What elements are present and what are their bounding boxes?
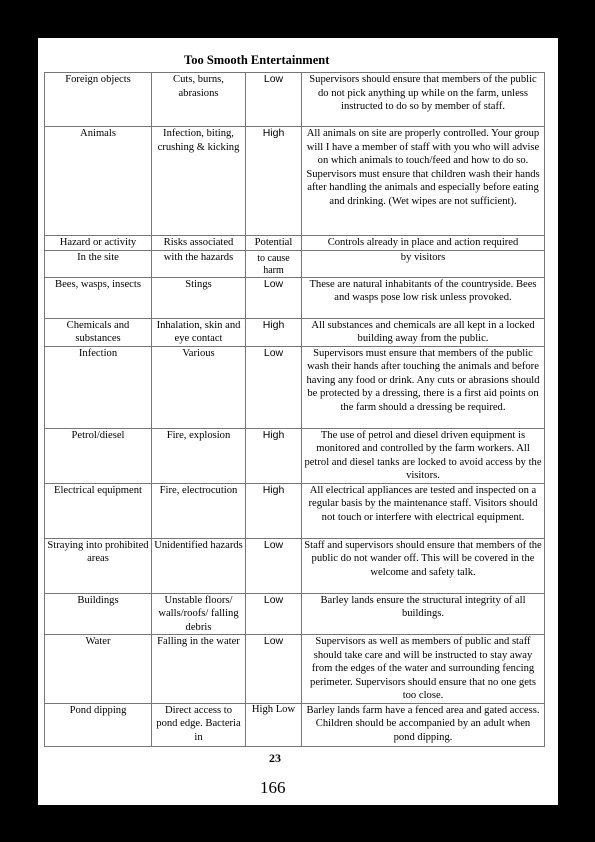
header-risks-cont: with the hazards	[152, 250, 246, 277]
header-risks: Risks associated	[152, 236, 246, 251]
level-cell: Low	[246, 538, 302, 593]
controls-cell: All substances and chemicals are all kept in a locked building away from the public.	[302, 318, 545, 346]
risk-cell: Cuts, burns, abrasions	[152, 73, 246, 127]
risk-cell: Inhalation, skin and eye contact	[152, 318, 246, 346]
controls-cell: Supervisors as well as members of public and staff should take care and will be instructed to stay away from the edges of the water and surrounding fencing perimeter. Supervisors should ensure that no one gets too close.	[302, 635, 545, 704]
level-cell: Low	[246, 73, 302, 127]
risk-cell: Unidentified hazards	[152, 538, 246, 593]
header-controls-cont: by visitors	[302, 250, 545, 277]
level-cell: Low	[246, 635, 302, 704]
level-cell: High	[246, 127, 302, 236]
controls-cell: All animals on site are properly controlled. Your group will I have a member of staff with you who will advise on which animals to touch/feed and how to do so. Supervisors must ensure that children wash their hands after handling the animals and especially before eating and drinking. (Wet wipes are not sufficient).	[302, 127, 545, 236]
table-row	[45, 73, 545, 127]
controls-cell: The use of petrol and diesel driven equipment is monitored and controlled by the farm workers. All petrol and diesel tanks are locked to avoid access by the visitors.	[302, 428, 545, 483]
table-row	[45, 346, 545, 428]
header-hazard: Hazard or activity	[45, 236, 152, 251]
hazard-cell: Straying into prohibited areas	[45, 538, 152, 593]
risk-cell: Direct access to pond edge. Bacteria in	[152, 703, 246, 746]
level-cell: High Low	[246, 703, 302, 746]
table-row	[45, 703, 545, 746]
table-header-row	[45, 250, 545, 277]
controls-cell: Barley lands farm have a fenced area and gated access. Children should be accompanied by an adult when pond dipping.	[302, 703, 545, 746]
table-row	[45, 538, 545, 593]
risk-cell: Fire, explosion	[152, 428, 246, 483]
level-cell: High	[246, 318, 302, 346]
controls-cell: All electrical appliances are tested and inspected on a regular basis by the maintenance staff. Visitors should not touch or interfere with electrical equipment.	[302, 483, 545, 538]
risk-cell: Various	[152, 346, 246, 428]
hazard-cell: Petrol/diesel	[45, 428, 152, 483]
hazard-cell: Water	[45, 635, 152, 704]
hazard-cell: Pond dipping	[45, 703, 152, 746]
level-cell: High	[246, 483, 302, 538]
level-cell: Low	[246, 277, 302, 318]
table-row	[45, 483, 545, 538]
hazard-cell: Electrical equipment	[45, 483, 152, 538]
risk-cell: Infection, biting, crushing & kicking	[152, 127, 246, 236]
document-page	[38, 38, 558, 805]
table-row	[45, 593, 545, 635]
controls-cell: Barley lands ensure the structural integrity of all buildings.	[302, 593, 545, 635]
table-row	[45, 428, 545, 483]
risk-cell: Unstable floors/ walls/roofs/ falling debris	[152, 593, 246, 635]
controls-cell: Supervisors should ensure that members of the public do not pick anything up while on the farm, unless instructed to do so by member of staff.	[302, 73, 545, 127]
risk-cell: Fire, electrocution	[152, 483, 246, 538]
level-cell: Low	[246, 346, 302, 428]
header-controls: Controls already in place and action required	[302, 236, 545, 251]
hazard-cell: Bees, wasps, insects	[45, 277, 152, 318]
risk-cell: Stings	[152, 277, 246, 318]
risk-cell: Falling in the water	[152, 635, 246, 704]
hazard-cell: Buildings	[45, 593, 152, 635]
controls-cell: Supervisors must ensure that members of the public wash their hands after touching the animals and before having any food or drink. Any cuts or abrasions should be protected by a dressing, there is a first aid points on the farm should a dressing be required.	[302, 346, 545, 428]
table-header-row	[45, 236, 545, 251]
controls-cell: Staff and supervisors should ensure that members of the public do not wander off. This will be covered in the welcome and safety talk.	[302, 538, 545, 593]
hazard-cell: Chemicals and substances	[45, 318, 152, 346]
table-row	[45, 127, 545, 236]
table-row	[45, 277, 545, 318]
document-title: Too Smooth Entertainment	[184, 53, 330, 67]
page-number: 23	[269, 751, 281, 765]
header-potential-cont: to cause harm	[246, 250, 302, 277]
hazard-cell: Animals	[45, 127, 152, 236]
page-number-bottom: 166	[260, 778, 286, 797]
controls-cell: These are natural inhabitants of the countryside. Bees and wasps pose low risk unless provoked.	[302, 277, 545, 318]
level-cell: Low	[246, 593, 302, 635]
hazard-cell: Foreign objects	[45, 73, 152, 127]
table-row	[45, 635, 545, 704]
level-cell: High	[246, 428, 302, 483]
table-row	[45, 318, 545, 346]
header-hazard-cont: In the site	[45, 250, 152, 277]
header-potential: Potential	[246, 236, 302, 251]
hazard-cell: Infection	[45, 346, 152, 428]
risk-assessment-table	[44, 72, 545, 747]
